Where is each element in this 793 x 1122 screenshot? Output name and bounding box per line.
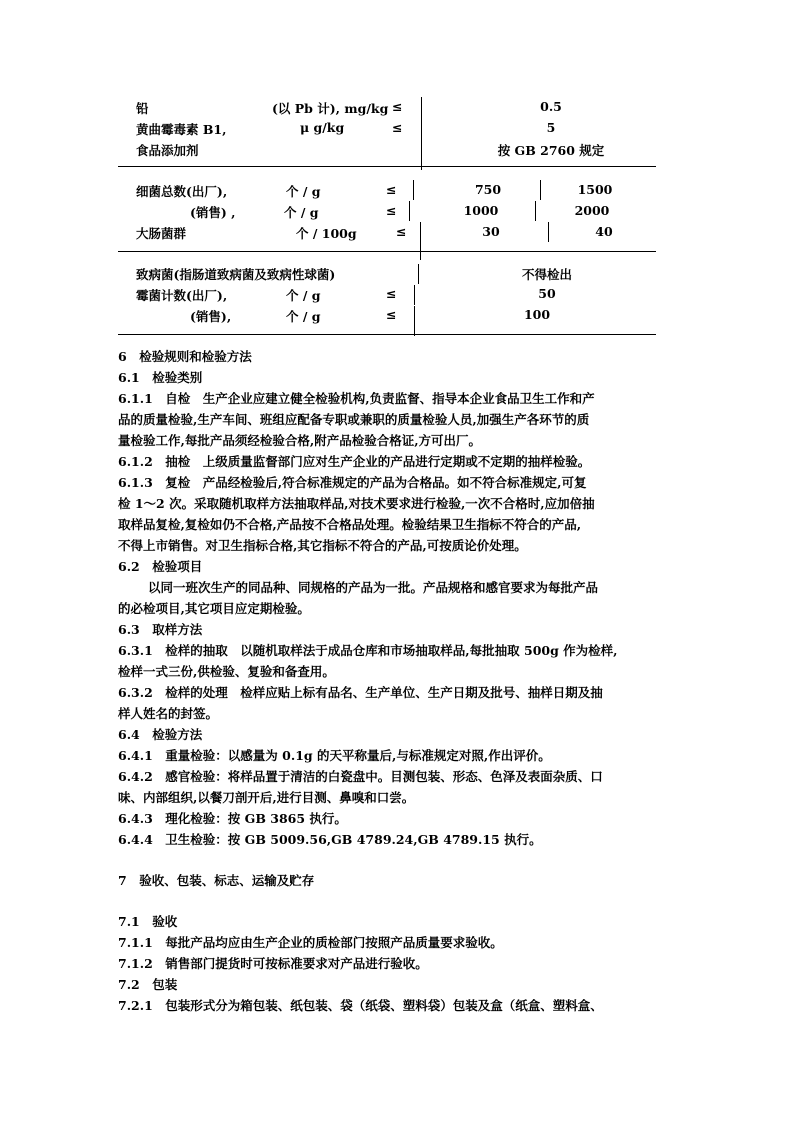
table-divider bbox=[421, 97, 422, 170]
additive-label: 食品添加剂 bbox=[136, 143, 199, 158]
subsection-heading: 7.2 包装 bbox=[118, 977, 178, 992]
mold-factory-unit: 个 / g bbox=[286, 288, 321, 303]
aflatoxin-unit: μ g/kg bbox=[300, 120, 345, 135]
coliform-value-1: 30 bbox=[482, 224, 500, 239]
mold-factory-label: 霉菌计数(出厂), bbox=[136, 288, 228, 303]
lead-operator: ≤ bbox=[392, 99, 403, 114]
aflatoxin-operator: ≤ bbox=[392, 120, 403, 135]
coliform-unit: 个 / 100g bbox=[296, 226, 357, 241]
table-divider bbox=[540, 180, 541, 200]
paragraph-line: 量检验工作,每批产品须经检验合格,附产品检验合格证,方可出厂。 bbox=[118, 433, 482, 448]
paragraph-line: 6.1.2 抽检 上级质量监督部门应对生产企业的产品进行定期或不定期的抽样检验。 bbox=[118, 454, 591, 469]
bacteria-total-label: 细菌总数(出厂), bbox=[136, 184, 228, 199]
aflatoxin-value: 5 bbox=[546, 120, 556, 135]
mold-sale-operator: ≤ bbox=[386, 307, 397, 322]
table-divider bbox=[413, 180, 414, 200]
paragraph-line: 6.3.1 检样的抽取 以随机取样法于成品仓库和市场抽取样品,每批抽取 500g 作为检样, bbox=[118, 643, 618, 658]
mold-factory-operator: ≤ bbox=[386, 286, 397, 301]
paragraph-line: 7.1.2 销售部门提货时可按标准要求对产品进行验收。 bbox=[118, 956, 428, 971]
paragraph-line: 6.4.2 感官检验：将样品置于清洁的白瓷盘中。目测包装、形态、色泽及表面杂质、口 bbox=[118, 769, 603, 784]
coliform-label: 大肠菌群 bbox=[136, 226, 187, 241]
paragraph-line: 的必检项目,其它项目应定期检验。 bbox=[118, 601, 310, 616]
bacteria-sale-value-2: 2000 bbox=[574, 203, 610, 218]
subsection-heading: 6.4 检验方法 bbox=[118, 727, 203, 742]
table-divider bbox=[414, 306, 415, 336]
paragraph-line: 6.3.2 检样的处理 检样应贴上标有品名、生产单位、生产日期及批号、抽样日期及抽 bbox=[118, 685, 603, 700]
lead-value: 0.5 bbox=[540, 99, 562, 114]
bacteria-total-unit: 个 / g bbox=[286, 184, 321, 199]
coliform-value-2: 40 bbox=[595, 224, 613, 239]
table-divider bbox=[418, 264, 419, 284]
mold-factory-value: 50 bbox=[538, 286, 556, 301]
pathogen-label: 致病菌(指肠道致病菌及致病性球菌) bbox=[136, 267, 336, 282]
mold-sale-value: 100 bbox=[523, 307, 551, 322]
table-rule bbox=[118, 334, 656, 335]
mold-sale-unit: 个 / g bbox=[286, 309, 321, 324]
subsection-heading: 6.1 检验类别 bbox=[118, 370, 203, 385]
table-divider bbox=[535, 201, 536, 221]
paragraph-line: 7.2.1 包装形式分为箱包装、纸包装、袋（纸袋、塑料袋）包装及盒（纸盒、塑料盒、 bbox=[118, 998, 603, 1013]
coliform-operator: ≤ bbox=[396, 224, 407, 239]
table-rule bbox=[118, 166, 656, 167]
bacteria-sale-operator: ≤ bbox=[386, 203, 397, 218]
paragraph-line: 品的质量检验,生产车间、班组应配备专职或兼职的质量检验人员,加强生产各环节的质 bbox=[118, 412, 590, 427]
section-heading: 6 检验规则和检验方法 bbox=[118, 349, 252, 364]
paragraph-line: 取样品复检,复检如仍不合格,产品按不合格品处理。检验结果卫生指标不符合的产品, bbox=[118, 517, 582, 532]
paragraph-line: 6.4.4 卫生检验：按 GB 5009.56,GB 4789.24,GB 4789.15 执行。 bbox=[118, 832, 542, 847]
paragraph-line: 味、内部组织,以餐刀剖开后,进行目测、鼻嗅和口尝。 bbox=[118, 790, 415, 805]
additive-value: 按 GB 2760 规定 bbox=[497, 143, 605, 158]
paragraph-line: 6.4.3 理化检验：按 GB 3865 执行。 bbox=[118, 811, 347, 826]
aflatoxin-label: 黄曲霉毒素 B1, bbox=[136, 122, 227, 137]
table-divider bbox=[414, 285, 415, 305]
bacteria-total-operator: ≤ bbox=[386, 182, 397, 197]
table-rule bbox=[118, 251, 656, 252]
bacteria-total-value-sale: 1500 bbox=[577, 182, 613, 197]
paragraph-line: 7.1.1 每批产品均应由生产企业的质检部门按照产品质量要求验收。 bbox=[118, 935, 503, 950]
paragraph-line: 6.4.1 重量检验：以感量为 0.1g 的天平称量后,与标准规定对照,作出评价。 bbox=[118, 748, 551, 763]
bacteria-total-value-factory: 750 bbox=[474, 182, 502, 197]
subsection-heading: 6.3 取样方法 bbox=[118, 622, 203, 637]
section-heading: 7 验收、包装、标志、运输及贮存 bbox=[118, 873, 315, 888]
bacteria-sale-value-1: 1000 bbox=[463, 203, 499, 218]
bacteria-sale-label: (销售) , bbox=[190, 205, 236, 220]
bacteria-sale-unit: 个 / g bbox=[284, 205, 319, 220]
table-divider bbox=[409, 201, 410, 221]
subsection-heading: 7.1 验收 bbox=[118, 914, 178, 929]
table-divider bbox=[548, 222, 549, 242]
paragraph-line: 不得上市销售。对卫生指标合格,其它指标不符合的产品,可按质论价处理。 bbox=[118, 538, 527, 553]
paragraph-line: 6.1.1 自检 生产企业应建立健全检验机构,负责监督、指导本企业食品卫生工作和产 bbox=[118, 391, 595, 406]
paragraph-line: 检样一式三份,供检验、复验和备查用。 bbox=[118, 664, 335, 679]
lead-unit: (以 Pb 计), mg/kg bbox=[272, 101, 389, 116]
subsection-heading: 6.2 检验项目 bbox=[118, 559, 203, 574]
paragraph-line: 6.1.3 复检 产品经检验后,符合标准规定的产品为合格品。如不符合标准规定,可复 bbox=[118, 475, 587, 490]
paragraph-line: 检 1～2 次。采取随机取样方法抽取样品,对技术要求进行检验,一次不合格时,应加倍抽 bbox=[118, 496, 595, 511]
mold-sale-label: (销售), bbox=[190, 309, 232, 324]
pathogen-value: 不得检出 bbox=[521, 267, 572, 282]
table-divider bbox=[420, 222, 421, 260]
lead-label: 铅 bbox=[136, 101, 149, 116]
paragraph-line: 以同一班次生产的同品种、同规格的产品为一批。产品规格和感官要求为每批产品 bbox=[148, 580, 599, 595]
paragraph-line: 样人姓名的封签。 bbox=[118, 706, 219, 721]
